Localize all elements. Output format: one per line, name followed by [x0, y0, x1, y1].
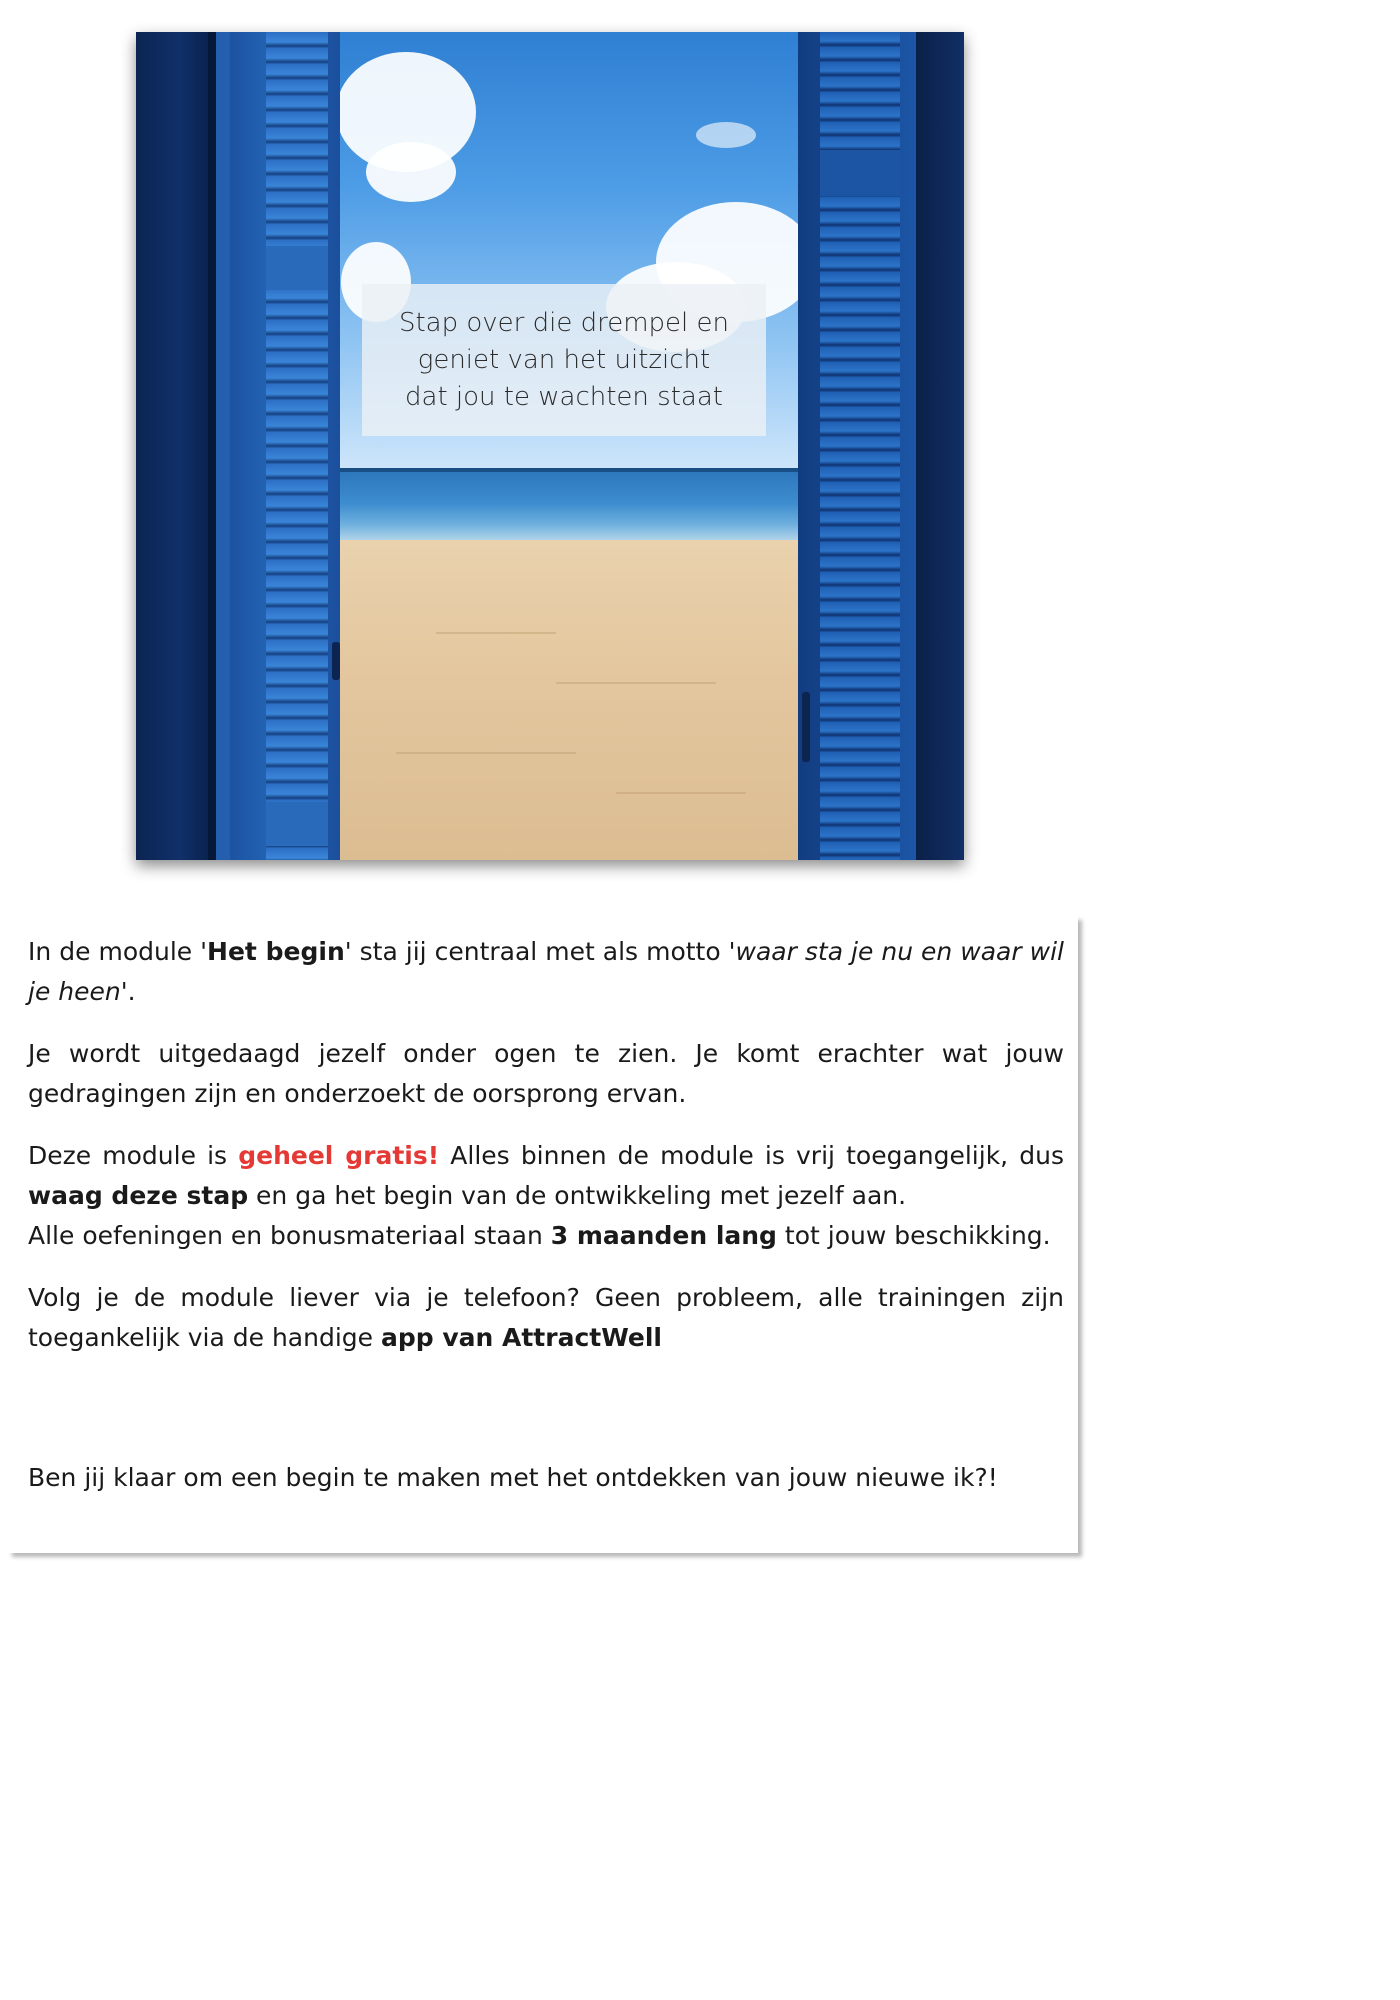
sand-ripple [436, 632, 556, 634]
text: In de module ' [28, 937, 208, 966]
text: Alle oefeningen en bonusmateriaal staan [28, 1221, 551, 1250]
paragraph-challenge: Je wordt uitgedaagd jezelf onder ogen te zien. Je komt erachter wat jouw gedragingen zijn en onderzoekt de oorsprong ervan. [28, 1039, 1064, 1108]
paragraph-intro [28, 932, 1064, 1012]
sand-ripple [556, 682, 716, 684]
text: tot jouw beschikking. [776, 1221, 1051, 1250]
cloud [696, 122, 756, 148]
description-card [8, 916, 1078, 1553]
text: Volg je de module liever via je telefoon? Geen probleem, alle trainingen zijn toegankelijk via de handige [28, 1283, 1064, 1352]
hero-image [136, 32, 964, 860]
text: en ga het begin van de ontwikkeling met jezelf aan. [248, 1181, 907, 1210]
paragraph-app [28, 1278, 1064, 1358]
description-body [28, 932, 1064, 1520]
shutter-left [216, 32, 340, 860]
caption-text: Stap over die drempel en geniet van het uitzicht dat jou te wachten staat [398, 307, 730, 412]
sand [336, 540, 806, 860]
duration-bold: 3 maanden lang [550, 1221, 777, 1250]
door-frame-left-edge [208, 32, 216, 860]
text: Alles binnen de module is vrij toegangelijk, dus [439, 1141, 1065, 1170]
text: ' sta jij centraal met als motto ' [344, 937, 736, 966]
motto: waar sta je nu en waar wil je heen [28, 937, 1064, 1006]
take-step-bold: waag deze stap [28, 1181, 249, 1210]
paragraph-duration [28, 1216, 1064, 1256]
caption-box [362, 284, 766, 436]
paragraph-closing: Ben jij klaar om een begin te maken met het ontdekken van jouw nieuwe ik?! [28, 1463, 998, 1492]
text: Deze module is [28, 1141, 239, 1170]
sea [336, 472, 806, 542]
module-name: Het begin [207, 937, 345, 966]
paragraph-free [28, 1136, 1064, 1216]
sand-ripple [396, 752, 576, 754]
sand-ripple [616, 792, 746, 794]
app-name: app van AttractWell [380, 1323, 662, 1352]
door-frame-left [136, 32, 208, 860]
door-frame-right [916, 32, 964, 860]
shutter-right [798, 32, 916, 860]
text: '. [120, 977, 136, 1006]
latch [332, 642, 340, 680]
free-highlight: geheel gratis! [238, 1141, 440, 1170]
latch [802, 692, 810, 762]
cloud [366, 142, 456, 202]
